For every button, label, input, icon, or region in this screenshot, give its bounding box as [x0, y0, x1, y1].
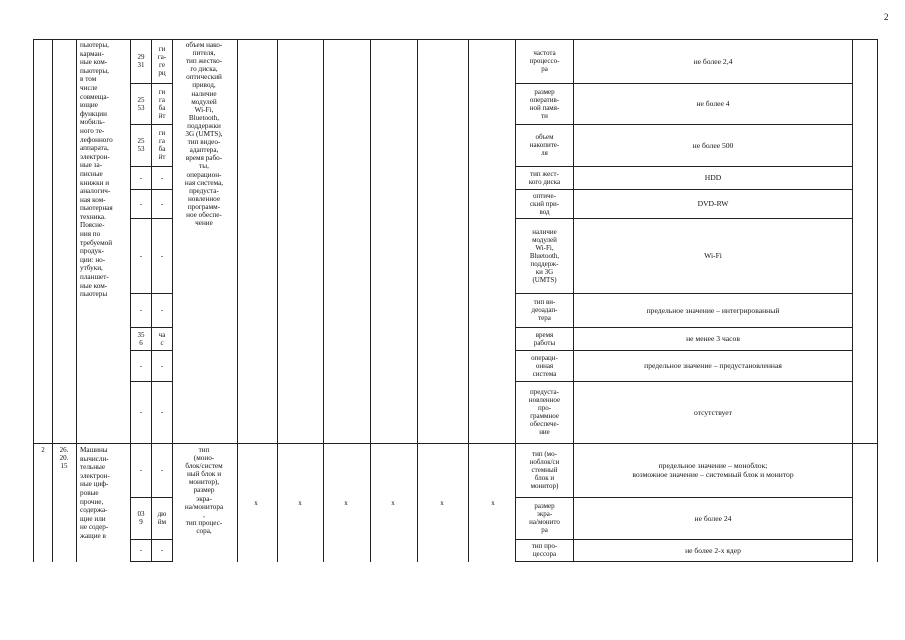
section2-okpd-code: 26. 20. 15 [59, 446, 69, 470]
unit-cell: - [160, 466, 164, 474]
x-mark: x [254, 499, 258, 507]
unit-cell: ча с [158, 331, 166, 347]
value-cell: не более 2,4 [693, 57, 733, 66]
characteristic-cell: оптиче- ский при- вод [529, 192, 560, 216]
value-cell: предельное значение – моноблок; возможное значение – системный блок и монитор [632, 461, 794, 479]
value-cell: не более 4 [696, 99, 730, 108]
characteristic-cell: тип про- цессора [531, 542, 558, 558]
okei-code-cell: 25 53 [137, 96, 145, 112]
section2-number: 2 [41, 446, 45, 454]
section1-characteristics-summary: объем нако- пителя, тип жестко- го диска, оптический привод, наличие модулей Wi-Fi, Bluetooth, поддержки 3G (UMTS), тип видео- адаптера, время рабо- ты, операцион- ная система, предуста- новленное программ- ное обеспе- чение [184, 41, 224, 228]
page-number: 2 [884, 12, 889, 22]
x-mark: x [344, 499, 348, 507]
okei-code-cell: - [139, 174, 143, 182]
value-cell: DVD-RW [697, 199, 729, 208]
characteristic-cell: предуста- новленное про- граммное обеспече- ние [528, 388, 561, 436]
characteristic-cell: тип (мо- ноблок/си стемный блок и монитор) [529, 450, 560, 490]
value-cell: не более 500 [692, 141, 734, 150]
x-mark: x [491, 499, 495, 507]
characteristic-cell: время работы [533, 331, 556, 347]
unit-cell: - [160, 546, 164, 554]
unit-cell: ги га- ге рц [157, 45, 167, 77]
characteristic-cell: размер оператив- ной памя- ти [529, 88, 560, 120]
value-cell: не более 24 [694, 514, 732, 523]
characteristic-cell: тип жест- кого диска [528, 170, 561, 186]
okei-code-cell: - [139, 200, 143, 208]
value-cell: Wi-Fi [704, 251, 722, 260]
value-cell: не более 2-х ядер [685, 546, 741, 555]
unit-cell: - [160, 408, 164, 416]
okei-code-cell: 29 31 [137, 53, 145, 69]
x-mark: x [391, 499, 395, 507]
okei-code-cell: - [139, 408, 143, 416]
unit-cell: - [160, 306, 164, 314]
value-cell: предельное значение – предустановленная [644, 361, 782, 370]
section2-description: Машины вычисли- тельные электрон- ные циф- ровые прочие, содержа- щие или не содер- жащие в [80, 446, 110, 540]
okei-code-cell: - [139, 546, 143, 554]
unit-cell: - [160, 174, 164, 182]
okei-code-cell: - [139, 466, 143, 474]
unit-cell: - [160, 252, 164, 260]
value-cell: отсутствует [694, 408, 732, 417]
okei-code-cell: 35 6 [137, 331, 145, 347]
unit-cell: ги га ба йт [158, 88, 166, 120]
okei-code-cell: - [139, 252, 143, 260]
characteristic-cell: операци- онная система [531, 354, 558, 378]
okei-code-cell: - [139, 362, 143, 370]
value-cell: HDD [704, 173, 722, 182]
unit-cell: дю йм [157, 510, 167, 526]
unit-cell: - [160, 362, 164, 370]
okei-code-cell: 25 53 [137, 137, 145, 153]
characteristic-cell: тип ви- деоадап- тера [531, 298, 558, 322]
x-mark: x [440, 499, 444, 507]
value-cell: предельное значение – интегрированный [646, 306, 780, 315]
x-mark: x [298, 499, 302, 507]
section2-characteristics-summary: тип (моно- блок/систем ный блок и монитор), размер экра- на/монитора , тип процес- сора, [184, 446, 224, 535]
value-cell: не менее 3 часов [686, 334, 740, 343]
characteristic-cell: объем накопите- ля [529, 133, 560, 157]
unit-cell: ги га ба йт [158, 129, 166, 161]
okei-code-cell: - [139, 306, 143, 314]
characteristic-cell: наличие модулей Wi-Fi, Bluetooth, поддерж- ки 3G (UMTS) [529, 228, 560, 284]
okei-code-cell: 03 9 [137, 510, 145, 526]
characteristic-cell: частота процессо- ра [529, 49, 560, 73]
characteristic-cell: размер экра- на/монито ра [529, 502, 560, 534]
section1-description: пьютеры, карман- ные ком- пьютеры, в том числе совмеща- ющие функции мобиль- ного те- лефонного аппарата, электрон- ные за- писные книжки и аналогич- ная ком- пьютерная техника. Поясне- ния по требуемой продук- ции: но- утбуки, планшет- ные ком- пьютеры [80, 41, 113, 299]
unit-cell: - [160, 200, 164, 208]
